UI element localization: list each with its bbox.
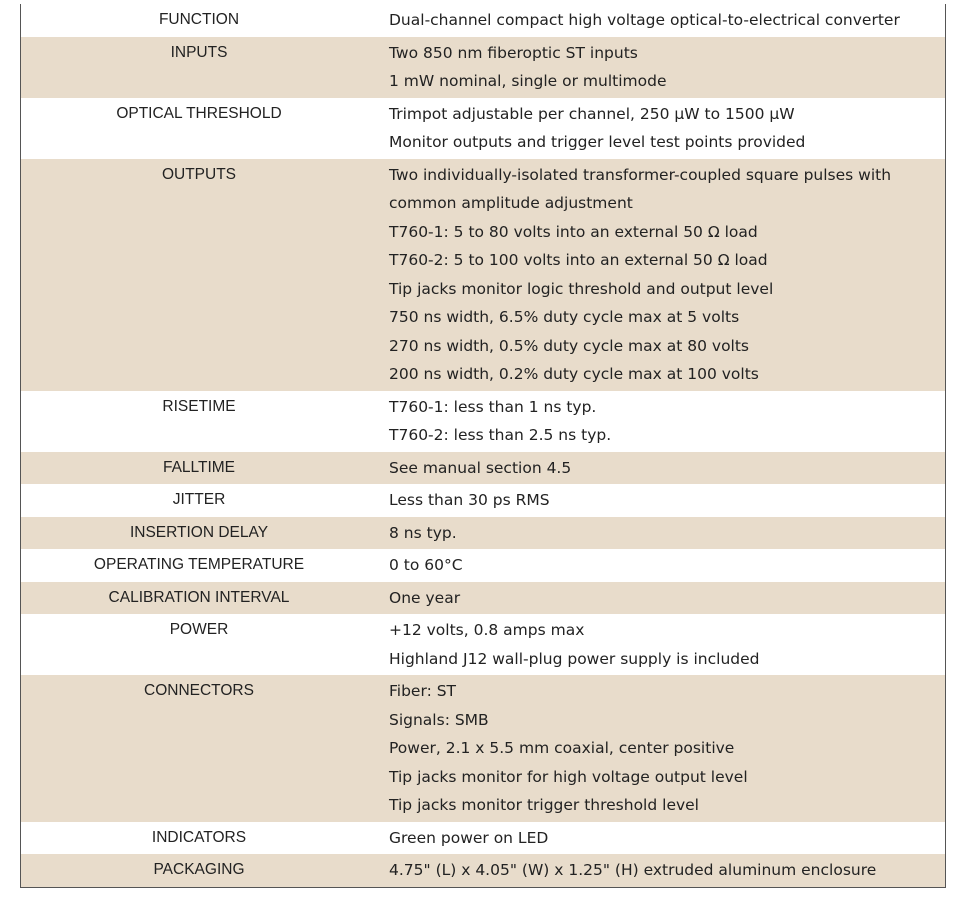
- spec-values-cell: [377, 454, 945, 483]
- spec-label-cell: [21, 551, 377, 580]
- spec-values-cell: [377, 856, 945, 885]
- spec-label-cell: [21, 519, 377, 548]
- spec-values-cell: [377, 584, 945, 613]
- spec-value: Power, 2.1 x 5.5 mm coaxial, center positive: [389, 739, 735, 757]
- spec-values-cell: [377, 161, 945, 389]
- spec-values-cell: [377, 551, 945, 580]
- spec-value: 4.75" (L) x 4.05" (W) x 1.25" (H) extruded aluminum enclosure: [389, 861, 877, 879]
- spec-value: Less than 30 ps RMS: [389, 491, 550, 509]
- spec-label: INSERTION DELAY: [129, 523, 269, 541]
- spec-label: OPERATING TEMPERATURE: [93, 556, 305, 573]
- spec-values-cell: [377, 616, 945, 673]
- spec-label: INPUTS: [170, 43, 228, 61]
- spec-value: T760-1: 5 to 80 volts into an external 50 Ω load: [389, 222, 758, 241]
- spec-value: 750 ns width, 6.5% duty cycle max at 5 volts: [389, 308, 740, 326]
- spec-values-cell: [377, 677, 945, 820]
- spec-row: [21, 614, 945, 675]
- spec-value: Monitor outputs and trigger level test points provided: [389, 133, 806, 151]
- spec-row: [21, 452, 945, 485]
- spec-value: Two 850 nm fiberoptic ST inputs: [389, 43, 638, 62]
- spec-label-cell: [21, 856, 377, 885]
- spec-label-cell: [21, 677, 377, 820]
- spec-label-cell: [21, 161, 377, 389]
- spec-label: INDICATORS: [151, 828, 247, 846]
- spec-table: [20, 4, 946, 888]
- spec-label-cell: [21, 100, 377, 157]
- spec-label-cell: [21, 39, 377, 96]
- spec-label: JITTER: [172, 491, 226, 508]
- spec-value: T760-2: 5 to 100 volts into an external 50 Ω load: [389, 251, 768, 269]
- spec-value: 0 to 60°C: [389, 556, 463, 574]
- spec-values-cell: [377, 393, 945, 450]
- spec-value: 8 ns typ.: [389, 523, 457, 542]
- spec-row: [21, 582, 945, 615]
- spec-values-cell: [377, 486, 945, 515]
- spec-row: [21, 159, 945, 391]
- spec-values-cell: [377, 519, 945, 548]
- spec-label: RISETIME: [162, 397, 236, 415]
- spec-row: [21, 98, 945, 159]
- spec-values-cell: [377, 824, 945, 853]
- spec-value: common amplitude adjustment: [389, 194, 633, 212]
- spec-value: T760-2: less than 2.5 ns typ.: [389, 426, 612, 444]
- spec-value: T760-1: less than 1 ns typ.: [389, 397, 597, 416]
- spec-label-cell: [21, 824, 377, 853]
- spec-values-cell: [377, 100, 945, 157]
- spec-value: One year: [389, 588, 461, 607]
- spec-row: [21, 37, 945, 98]
- spec-row: [21, 391, 945, 452]
- spec-row: [21, 484, 945, 517]
- spec-value: Tip jacks monitor trigger threshold level: [389, 796, 699, 814]
- spec-values-cell: [377, 39, 945, 96]
- spec-values-cell: [377, 6, 945, 35]
- spec-value: 200 ns width, 0.2% duty cycle max at 100 volts: [389, 365, 759, 383]
- spec-value: Two individually-isolated transformer-coupled square pulses with: [389, 165, 892, 184]
- spec-value: Tip jacks monitor logic threshold and output level: [389, 279, 774, 298]
- spec-value: Signals: SMB: [389, 710, 489, 729]
- spec-label-cell: [21, 616, 377, 673]
- spec-label: CONNECTORS: [144, 682, 254, 699]
- spec-label-cell: [21, 454, 377, 483]
- spec-label: POWER: [169, 621, 229, 638]
- spec-label: CALIBRATION INTERVAL: [108, 588, 290, 606]
- spec-value: Tip jacks monitor for high voltage output level: [389, 767, 748, 786]
- spec-value: +12 volts, 0.8 amps max: [389, 621, 585, 639]
- spec-value: See manual section 4.5: [389, 458, 572, 477]
- spec-label: FUNCTION: [158, 11, 240, 28]
- spec-value: Fiber: ST: [389, 682, 457, 700]
- spec-label-cell: [21, 6, 377, 35]
- spec-label-cell: [21, 393, 377, 450]
- spec-label-cell: [21, 486, 377, 515]
- spec-row: [21, 4, 945, 37]
- spec-row: [21, 822, 945, 855]
- spec-label: OPTICAL THRESHOLD: [116, 104, 282, 122]
- spec-value: Green power on LED: [389, 828, 549, 847]
- spec-label: OUTPUTS: [161, 165, 237, 183]
- spec-label-cell: [21, 584, 377, 613]
- spec-row: [21, 854, 945, 887]
- spec-label: FALLTIME: [162, 458, 236, 476]
- spec-row: [21, 675, 945, 822]
- spec-label: PACKAGING: [153, 861, 245, 878]
- spec-row: [21, 549, 945, 582]
- spec-value: Highland J12 wall-plug power supply is included: [389, 649, 760, 668]
- spec-row: [21, 517, 945, 550]
- spec-value: 1 mW nominal, single or multimode: [389, 72, 667, 90]
- spec-value: 270 ns width, 0.5% duty cycle max at 80 volts: [389, 336, 750, 355]
- spec-value: Dual-channel compact high voltage optical-to-electrical converter: [389, 11, 900, 29]
- spec-value: Trimpot adjustable per channel, 250 µW to 1500 µW: [389, 104, 795, 123]
